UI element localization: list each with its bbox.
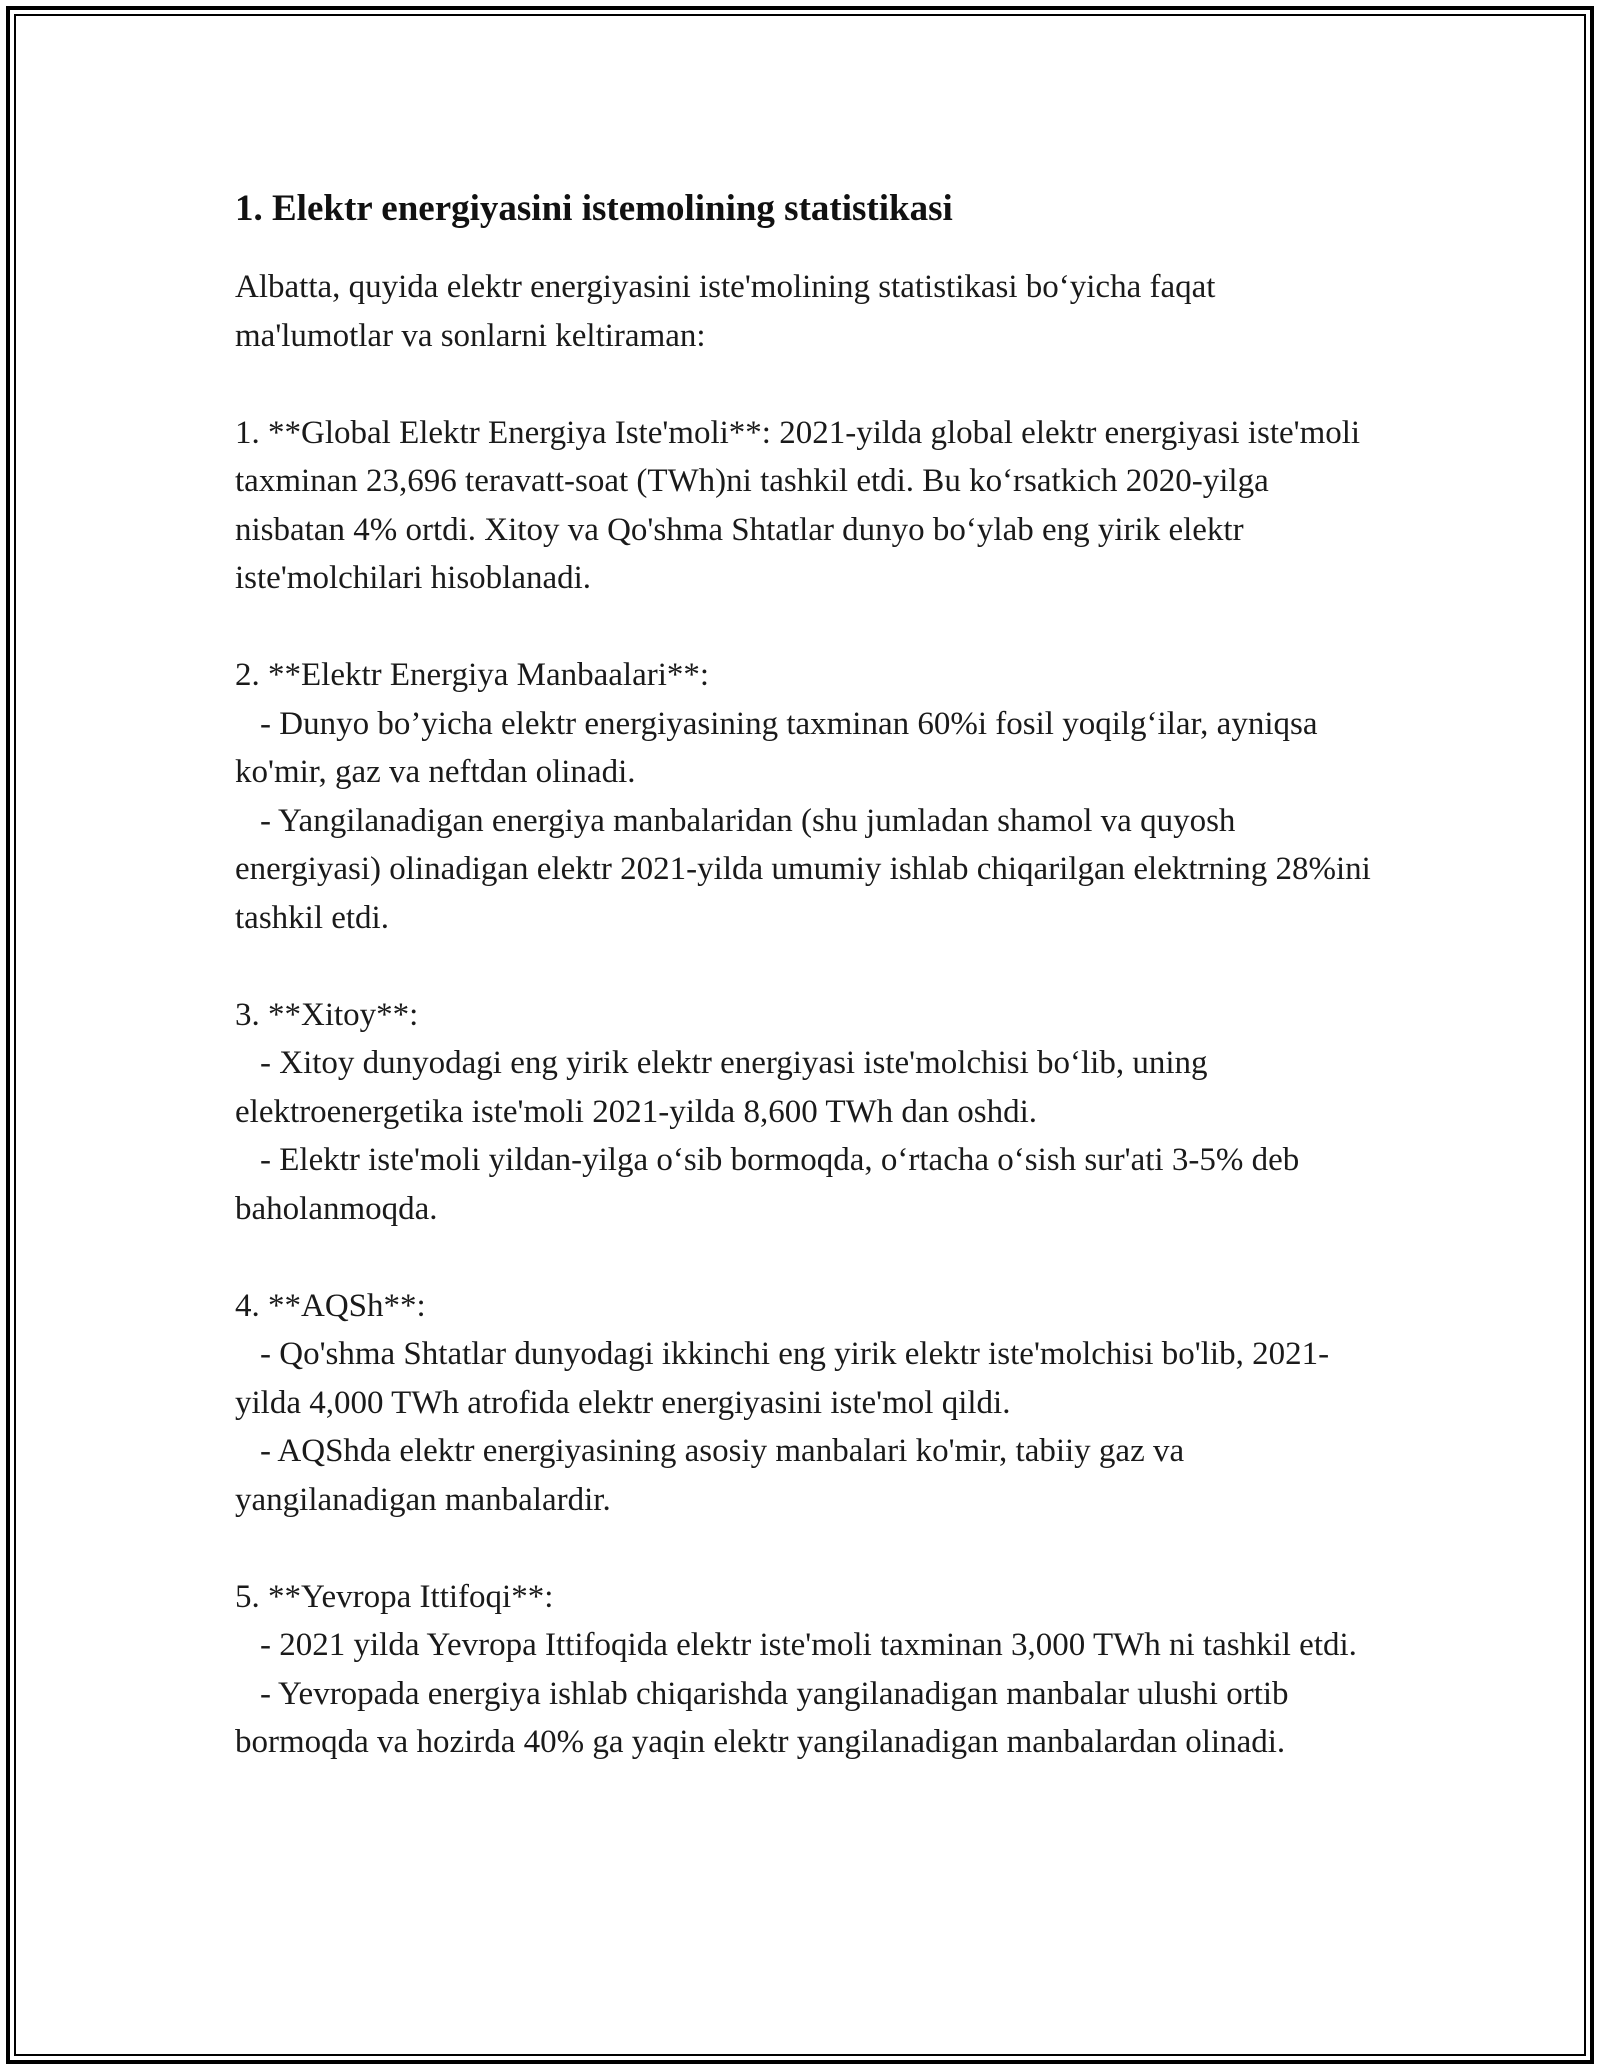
document-body bbox=[235, 185, 1375, 1767]
bullet-item: - Qo'shma Shtatlar dunyodagi ikkinchi eng yirik elektr iste'molchisi bo'lib, 2021-yilda 4,000 TWh atrofida elektr energiyasini iste'mol qildi. bbox=[235, 1336, 1330, 1421]
bullet-item: - Xitoy dunyodagi eng yirik elektr energiyasi iste'molchisi bo‘lib, uning elektroenergetika iste'moli 2021-yilda 8,600 TWh dan oshdi. bbox=[235, 1045, 1208, 1130]
section-heading: 2. **Elektr Energiya Manbaalari**: bbox=[235, 657, 710, 694]
section-heading: 4. **AQSh**: bbox=[235, 1287, 426, 1324]
section-heading: 3. **Xitoy**: bbox=[235, 996, 419, 1033]
intro-paragraph: Albatta, quyida elektr energiyasini iste'molining statistikasi bo‘yicha faqat ma'lumotlar va sonlarni keltiraman: bbox=[235, 269, 1216, 354]
bullet-item: - 2021 yilda Yevropa Ittifoqida elektr iste'moli taxminan 3,000 TWh ni tashkil etdi. bbox=[260, 1627, 1357, 1664]
bullet-item: - Yangilanadigan energiya manbalaridan (shu jumladan shamol va quyosh energiyasi) olinadigan elektr 2021-yilda umumiy ishlab chiqarilgan elektrning 28%ini tashkil etdi. bbox=[235, 802, 1371, 936]
section-usa bbox=[235, 1282, 1375, 1525]
section-global bbox=[235, 409, 1375, 603]
section-sources bbox=[235, 651, 1375, 942]
document-title: 1. Elektr energiyasini istemolining statistikasi bbox=[235, 188, 953, 229]
section-heading: 5. **Yevropa Ittifoqi**: bbox=[235, 1578, 554, 1615]
section-eu bbox=[235, 1573, 1375, 1767]
section-china bbox=[235, 991, 1375, 1234]
bullet-item: - Dunyo bo’yicha elektr energiyasining taxminan 60%i fosil yoqilg‘ilar, ayniqsa ko'mir, gaz va neftdan olinadi. bbox=[235, 705, 1318, 791]
bullet-item: - Yevropada energiya ishlab chiqarishda yangilanadigan manbalar ulushi ortib bormoqda va hozirda 40% ga yaqin elektr yangilanadigan manbalardan olinadi. bbox=[235, 1675, 1289, 1761]
bullet-item: - AQShda elektr energiyasining asosiy manbalari ko'mir, tabiiy gaz va yangilanadigan manbalardir. bbox=[235, 1433, 1185, 1518]
bullet-item: - Elektr iste'moli yildan-yilga o‘sib bormoqda, o‘rtacha o‘sish sur'ati 3-5% deb baholanmoqda. bbox=[235, 1142, 1300, 1227]
section-heading: 1. **Global Elektr Energiya Iste'moli**: 2021-yilda global elektr energiyasi iste'moli taxminan 23,696 teravatt-soat (TWh)ni tashkil etdi. Bu ko‘rsatkich 2020-yilga nisbatan 4% ortdi. Xitoy va Qo'shma Shtatlar dunyo bo‘ylab eng yirik elektr iste'molchilari hisoblanadi. bbox=[235, 414, 1361, 597]
